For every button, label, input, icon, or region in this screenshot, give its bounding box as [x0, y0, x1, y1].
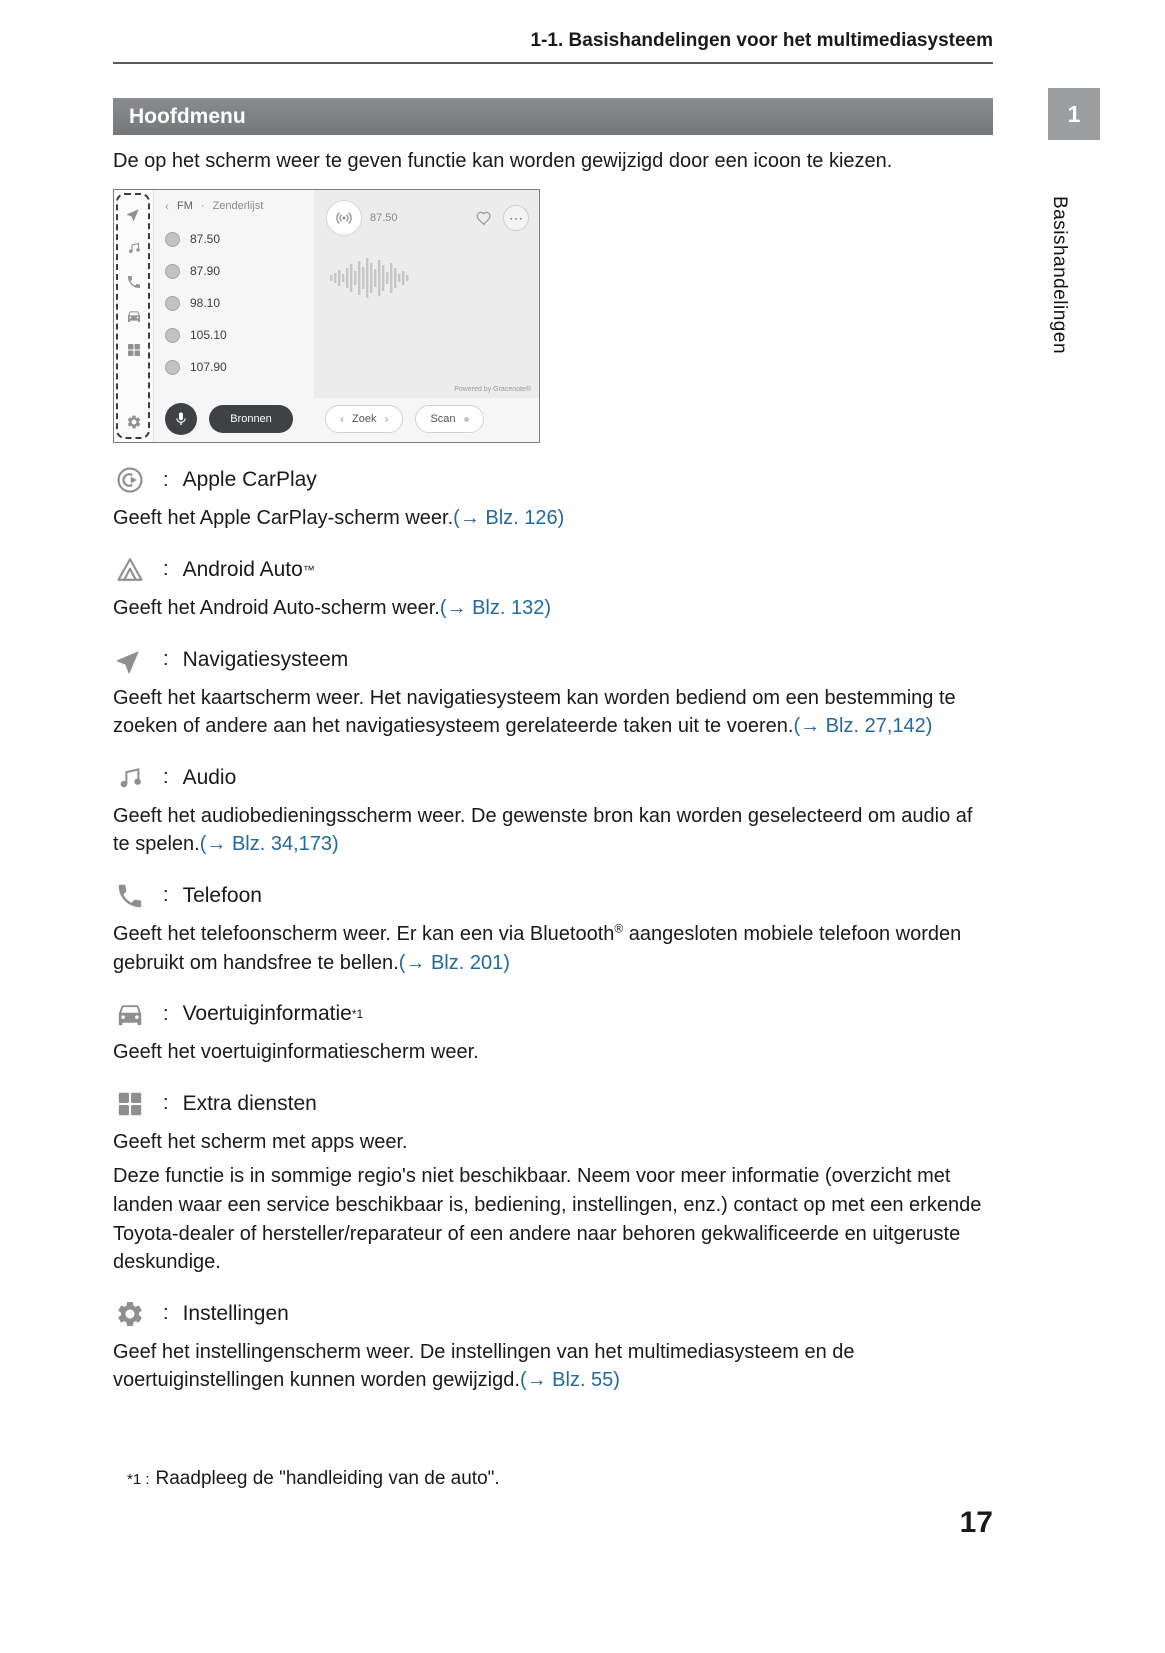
station-frequency: 87.90	[190, 264, 221, 279]
topbar-separator: ·	[200, 200, 205, 213]
menu-entry-extra-services: : Extra diensten Geeft het scherm met apps weer. Deze functie is in sommige regio's niet beschikbaar. Neem voor meer informatie (overzicht met landen waar een service beschikbaar is, bediening, instellingen, enz.) contact op met een erkende Toyota-dealer of hersteller/reparateur of een andere naar behoren gekwalificeerde en uitgeruste deskundige.	[113, 1087, 993, 1277]
station-row	[165, 351, 310, 383]
seek-prev-icon: ‹	[340, 412, 344, 427]
footnote-marker: *1 :	[127, 1471, 150, 1488]
seek-label: Zoek	[352, 413, 377, 426]
favorite-heart-icon	[475, 209, 493, 227]
entry-label: Telefoon	[182, 883, 262, 907]
scan-button	[415, 405, 483, 433]
screenshot-sidebar	[114, 190, 154, 442]
station-frequency: 107.90	[190, 360, 227, 375]
entry-description: Geeft het kaartscherm weer. Het navigatiesysteem kan worden bediend om een bestemming te zoeken of andere aan het navigatiesysteem gerelateerde taken uit te voeren.(→ Blz. 27,142)	[113, 686, 956, 738]
apps-grid-icon	[113, 1087, 147, 1121]
station-logo-icon	[165, 328, 180, 343]
entry-label: Audio	[182, 765, 237, 789]
scan-indicator-dot	[464, 417, 469, 422]
screenshot-bottom-bar	[165, 403, 531, 435]
page-ref-link[interactable]: (→ Blz. 55)	[519, 1369, 620, 1392]
menu-entry-settings: : Instellingen Geef het instellingenscherm weer. De instellingen van het multimediasysteem en de voertuiginstellingen kunnen worden gewijzigd.(→ Blz. 55)	[113, 1297, 993, 1395]
entry-description: Geeft het Apple CarPlay-scherm weer.(→ Blz. 126)	[113, 507, 565, 530]
now-playing-frequency: 87.50	[370, 212, 398, 225]
entry-description: Geeft het scherm met apps weer.	[113, 1130, 408, 1153]
gracenote-credit: Powered by Gracenote®	[454, 386, 531, 394]
entry-description: Geeft het telefoonscherm weer. Er kan een via Bluetooth® aangesloten mobiele telefoon worden gebruikt om handsfree te bellen.(→ Blz. 201)	[113, 921, 962, 974]
audio-waveform	[328, 256, 412, 300]
footnote	[127, 1468, 500, 1490]
gear-icon	[126, 414, 142, 430]
entry-label: Voertuiginformatie	[182, 1002, 352, 1026]
microphone-button	[165, 403, 197, 435]
entry-label: Navigatiesysteem	[182, 647, 349, 671]
entry-label: Extra diensten	[182, 1091, 317, 1115]
entry-label: Apple CarPlay	[182, 468, 317, 492]
band-label: FM	[177, 200, 193, 213]
page-ref-link[interactable]: (→ Blz. 201)	[398, 951, 510, 974]
navigation-icon	[113, 643, 147, 677]
page-number: 17	[959, 1506, 993, 1539]
entry-description-extra: Deze functie is in sommige regio's niet beschikbaar. Neem voor meer informatie (overzicht met landen waar een service beschikbaar is, bediening, instellingen, enz.) contact op met een erkende Toyota-dealer of hersteller/reparateur of een andere naar behoren gekwalificeerde en uitgeruste deskundige.	[113, 1165, 982, 1274]
station-list-label: Zenderlijst	[212, 200, 264, 213]
scan-label: Scan	[430, 413, 456, 426]
page-ref-link[interactable]: (→ Blz. 34,173)	[199, 833, 339, 856]
seek-button	[325, 405, 403, 433]
vehicle-info-icon	[113, 997, 147, 1031]
multimedia-screenshot	[113, 189, 540, 443]
station-list	[165, 223, 310, 383]
station-row	[165, 255, 310, 287]
chapter-number-tab: 1	[1048, 88, 1100, 140]
content-column	[113, 98, 993, 1411]
page-ref-link[interactable]: (→ Blz. 126)	[453, 507, 565, 530]
now-playing-panel	[314, 190, 539, 398]
vehicle-info-icon	[126, 308, 142, 324]
menu-entry-apple-carplay: : Apple CarPlay Geeft het Apple CarPlay-scherm weer.(→ Blz. 126)	[113, 463, 993, 533]
entry-description: Geeft het Android Auto-scherm weer.(→ Blz. 132)	[113, 596, 552, 619]
menu-entry-phone: : Telefoon Geeft het telefoonscherm weer. Er kan een via Bluetooth® aangesloten mobiele telefoon worden gebruikt om handsfree te bellen.(→ Blz. 201)	[113, 879, 993, 977]
back-chevron-icon: ‹	[165, 199, 169, 214]
menu-entry-navigation: : Navigatiesysteem Geeft het kaartscherm weer. Het navigatiesysteem kan worden bediend om een bestemming te zoeken of andere aan het navigatiesysteem gerelateerde taken uit te voeren.(→ Blz. 27,142)	[113, 643, 993, 741]
entry-label: Instellingen	[182, 1301, 289, 1325]
station-logo-icon	[165, 360, 180, 375]
section-intro: De op het scherm weer te geven functie kan worden gewijzigd door een icoon te kiezen.	[113, 150, 893, 172]
phone-icon	[126, 274, 142, 290]
breadcrumb: 1-1. Basishandelingen voor het multimediasysteem	[113, 30, 993, 64]
audio-icon	[113, 761, 147, 795]
footnote-text: Raadpleeg de "handleiding van de auto".	[155, 1468, 500, 1489]
android-auto-icon	[113, 553, 147, 587]
more-options-icon: ⋯	[503, 205, 529, 231]
chapter-side-label: Basishandelingen	[1049, 196, 1070, 355]
station-frequency: 105.10	[190, 328, 227, 343]
apps-grid-icon	[126, 342, 142, 358]
entry-description: Geeft het audiobedieningsscherm weer. De gewenste bron kan worden geselecteerd om audio af te spelen.(→ Blz. 34,173)	[113, 804, 973, 856]
screenshot-topbar	[165, 199, 263, 213]
seek-next-icon: ›	[384, 412, 389, 427]
station-frequency: 98.10	[190, 296, 221, 311]
station-logo-icon	[165, 232, 180, 247]
broadcast-wave-icon	[326, 200, 362, 236]
navigation-icon	[126, 206, 142, 222]
station-logo-icon	[165, 264, 180, 279]
sources-button: Bronnen	[209, 405, 293, 433]
entry-label: Android Auto	[182, 557, 303, 581]
phone-icon	[113, 879, 147, 913]
audio-icon	[126, 240, 142, 256]
screenshot-main	[154, 190, 539, 442]
section-title-banner: Hoofdmenu	[113, 98, 993, 135]
station-frequency: 87.50	[190, 232, 221, 247]
entry-description: Geeft het voertuiginformatiescherm weer.	[113, 1041, 479, 1064]
apple-carplay-icon	[113, 463, 147, 497]
station-row	[165, 319, 310, 351]
gear-icon	[113, 1297, 147, 1331]
menu-entry-audio: : Audio Geeft het audiobedieningsscherm weer. De gewenste bron kan worden geselecteerd om audio af te spelen.(→ Blz. 34,173)	[113, 761, 993, 859]
page-ref-link[interactable]: (→ Blz. 132)	[439, 596, 552, 619]
page-ref-link[interactable]: (→ Blz. 27,142)	[793, 715, 933, 738]
station-logo-icon	[165, 296, 180, 311]
station-row	[165, 287, 310, 319]
menu-entry-android-auto: : Android Auto ™ Geeft het Android Auto-scherm weer.(→ Blz. 132)	[113, 553, 993, 623]
now-playing-row	[314, 190, 539, 236]
station-row	[165, 223, 310, 255]
entry-description: Geef het instellingenscherm weer. De instellingen van het multimediasysteem en de voertuiginstellingen kunnen worden gewijzigd.(→ Blz. 55)	[113, 1340, 855, 1392]
menu-entry-vehicle-info: : Voertuiginformatie *1 Geeft het voertuiginformatiescherm weer.	[113, 997, 993, 1067]
